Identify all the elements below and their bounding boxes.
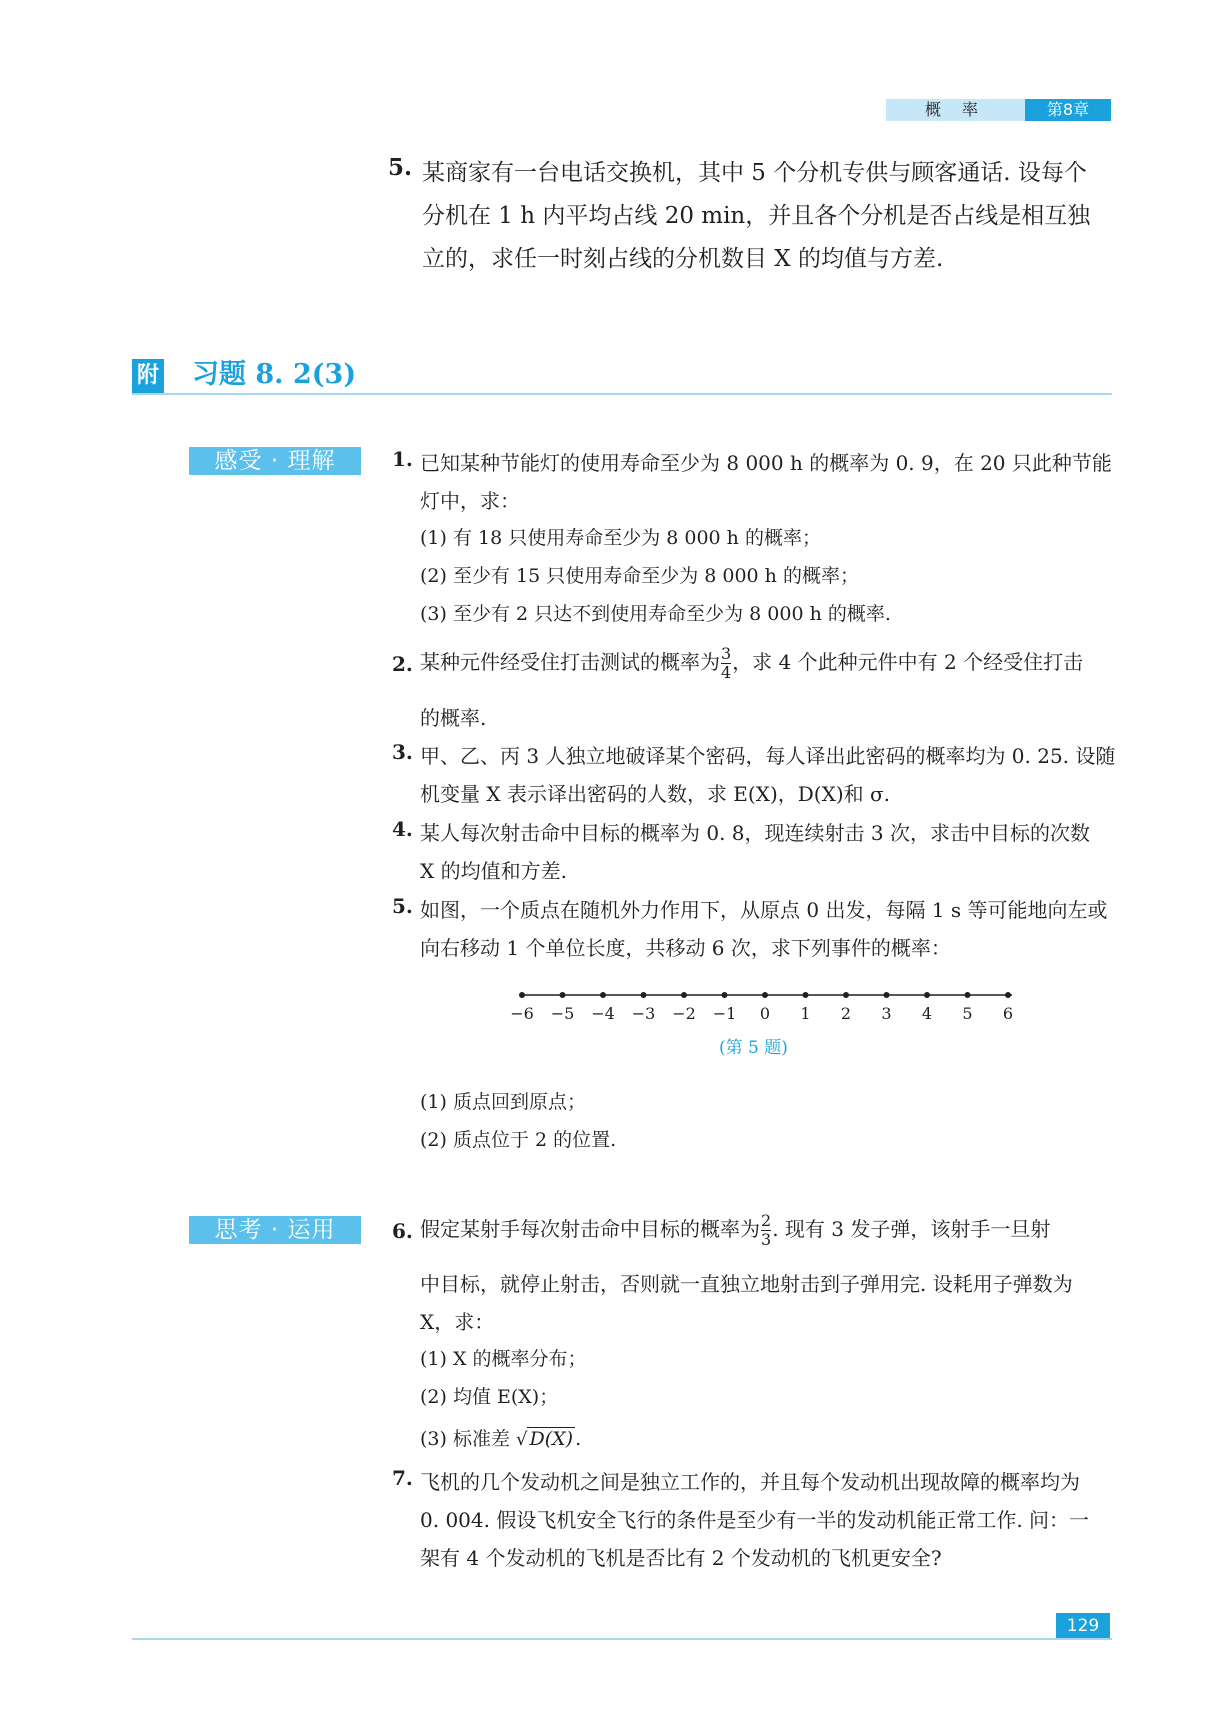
q6-sub: (2) 均值 E(X)； <box>420 1386 559 1408</box>
q6-number: 6. <box>392 1219 413 1243</box>
q7-line: 架有 4 个发动机的飞机是否比有 2 个发动机的飞机更安全? <box>420 1546 942 1570</box>
q5-sub: (2) 质点位于 2 的位置. <box>420 1129 617 1151</box>
q4-number: 4. <box>392 817 413 841</box>
number-line-point <box>762 992 768 998</box>
problem-line: 某商家有一台电话交换机，其中 5 个分机专供与顾客通话. 设每个 <box>422 160 1087 186</box>
q1-number: 1. <box>392 447 413 471</box>
q4-line: X 的均值和方差. <box>420 859 567 883</box>
q3-line: 机变量 X 表示译出密码的人数，求 E(X)，D(X)和 σ. <box>420 782 890 806</box>
q2-line: 某种元件经受住打击测试的概率为 $\frac{3}{4}$ ，求 4 个此种元件中有 2 个经受住打击 <box>420 644 1084 682</box>
number-line-point <box>519 992 525 998</box>
number-line-label: −4 <box>591 1004 615 1023</box>
chapter-name-label: 概 率 <box>886 99 1025 121</box>
number-line-point <box>560 992 566 998</box>
number-line-point <box>681 992 687 998</box>
section-title: 习题 8. 2(3) <box>192 359 357 390</box>
number-line-label: −6 <box>510 1004 534 1023</box>
q1-line: 已知某种节能灯的使用寿命至少为 8 000 h 的概率为 0. 9，在 20 只此种节能 <box>420 451 1112 475</box>
section-divider <box>132 393 1112 395</box>
q6-line: X，求： <box>420 1310 495 1334</box>
number-line-label: 0 <box>759 1004 771 1023</box>
q3-line: 甲、乙、丙 3 人独立地破译某个密码，每人译出此密码的概率均为 0. 25. 设随 <box>420 744 1116 768</box>
q1-sub: (2) 至少有 15 只使用寿命至少为 8 000 h 的概率； <box>420 565 859 587</box>
chapter-number-label: 第8章 <box>1025 99 1111 121</box>
q5-line: 如图，一个质点在随机外力作用下，从原点 0 出发，每隔 1 s 等可能地向左或 <box>420 898 1108 922</box>
number-line-label: −5 <box>550 1004 575 1023</box>
q1-line: 灯中，求： <box>420 489 520 513</box>
footer-divider <box>132 1638 1112 1640</box>
problem-line: 立的，求任一时刻占线的分机数目 X 的均值与方差. <box>422 246 944 272</box>
tag-understand: 感受 · 理解 <box>189 447 361 475</box>
fraction: $\frac{2}{3}$ <box>761 1211 772 1249</box>
number-line-point <box>641 992 647 998</box>
tag-apply: 思考 · 运用 <box>189 1216 361 1244</box>
number-line-label: 2 <box>840 1004 852 1023</box>
q4-line: 某人每次射击命中目标的概率为 0. 8，现连续射击 3 次，求击中目标的次数 <box>420 821 1090 845</box>
page-number: 129 <box>1056 1613 1110 1639</box>
number-line-label: 5 <box>962 1004 973 1023</box>
number-line-figure <box>500 975 1040 1025</box>
q5-sub: (1) 质点回到原点； <box>420 1091 586 1113</box>
q6-line: 中目标，就停止射击，否则就一直独立地射击到子弹用完. 设耗用子弹数为 <box>420 1272 1073 1296</box>
q2-number: 2. <box>392 652 413 676</box>
number-line-point <box>722 992 728 998</box>
q6-sub: (3) 标准差 √ D(X) . <box>420 1428 582 1450</box>
fraction: $\frac{3}{4}$ <box>721 644 732 682</box>
q7-line: 0. 004. 假设飞机安全飞行的条件是至少有一半的发动机能正常工作. 问：一 <box>420 1508 1090 1532</box>
number-line-label: 3 <box>881 1004 892 1023</box>
q6-line: 假定某射手每次射击命中目标的概率为 $\frac{2}{3}$ . 现有 3 发子弹，该射手一旦射 <box>420 1211 1051 1249</box>
q1-sub: (3) 至少有 2 只达不到使用寿命至少为 8 000 h 的概率. <box>420 603 891 625</box>
number-line-point <box>1005 992 1011 998</box>
number-line-point <box>884 992 890 998</box>
number-line-label: 6 <box>1002 1004 1014 1023</box>
number-line-point <box>924 992 930 998</box>
q5-number: 5. <box>392 894 413 918</box>
number-line-label: −1 <box>712 1004 737 1023</box>
sqrt-expression: D(X) <box>529 1428 574 1450</box>
number-line-point <box>600 992 606 998</box>
number-line-label: −2 <box>672 1004 696 1023</box>
number-line-point <box>803 992 809 998</box>
q5-line: 向右移动 1 个单位长度，共移动 6 次，求下列事件的概率： <box>420 936 951 960</box>
q7-number: 7. <box>392 1466 413 1490</box>
number-line-label: 4 <box>921 1004 933 1023</box>
q7-line: 飞机的几个发动机之间是独立工作的，并且每个发动机出现故障的概率均为 <box>420 1470 1080 1494</box>
q2-line: 的概率. <box>420 706 487 730</box>
appendix-badge: 附 <box>132 359 164 393</box>
number-line-point <box>843 992 849 998</box>
q6-sub: (1) X 的概率分布； <box>420 1348 587 1370</box>
q1-sub: (1) 有 18 只使用寿命至少为 8 000 h 的概率； <box>420 527 821 549</box>
figure-caption: (第 5 题) <box>719 1038 788 1058</box>
problem-line: 分机在 1 h 内平均占线 20 min，并且各个分机是否占线是相互独 <box>422 203 1091 229</box>
number-line-point <box>965 992 971 998</box>
number-line-label: −3 <box>631 1004 656 1023</box>
problem-number: 5. <box>388 154 413 181</box>
number-line-label: 1 <box>800 1004 811 1023</box>
q3-number: 3. <box>392 740 413 764</box>
